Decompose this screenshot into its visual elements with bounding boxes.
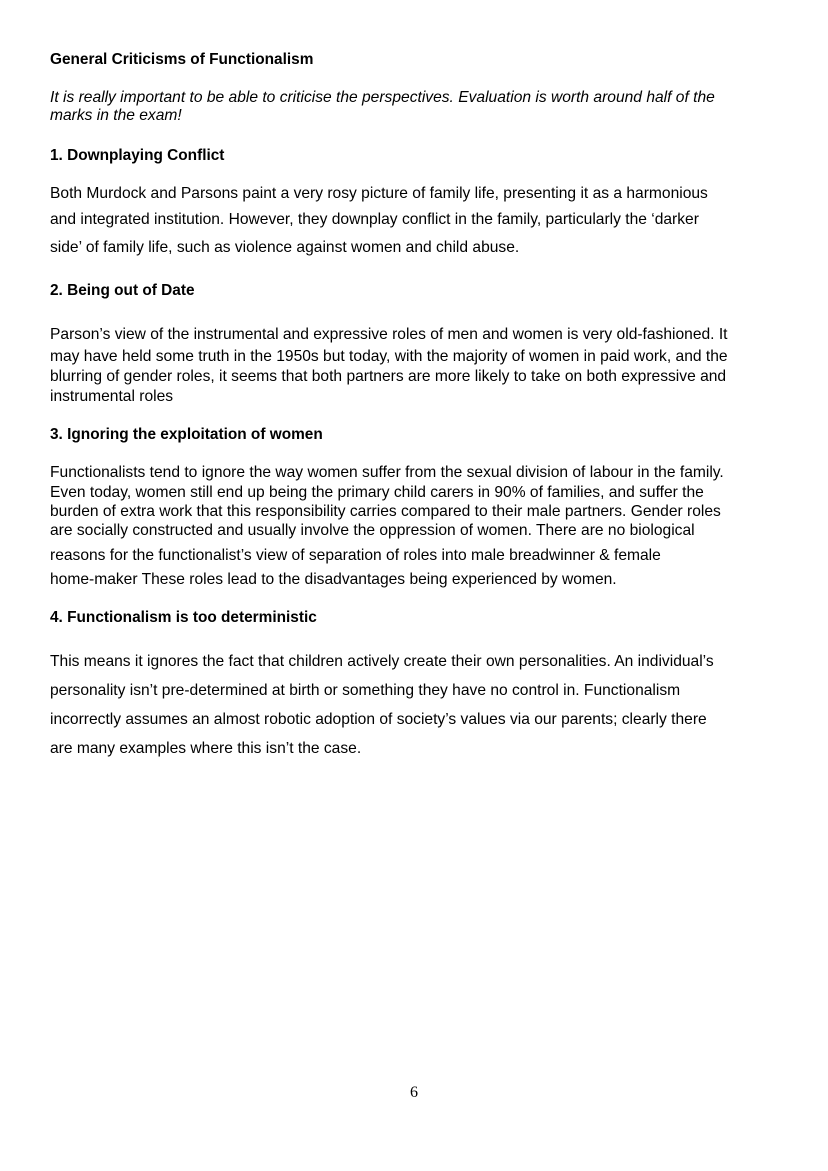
paragraph-line: reasons for the functionalist’s view of separation of roles into male breadwinner & female — [50, 547, 661, 564]
page-number: 6 — [410, 1084, 418, 1101]
paragraph-line: Both Murdock and Parsons paint a very rosy picture of family life, presenting it as a harmonious — [50, 185, 708, 202]
paragraph-line: Parson’s view of the instrumental and expressive roles of men and women is very old-fashioned. It — [50, 326, 728, 343]
paragraph-line: and integrated institution. However, they downplay conflict in the family, particularly the ‘darker — [50, 211, 699, 228]
section-heading: 3. Ignoring the exploitation of women — [50, 426, 323, 443]
paragraph-line: burden of extra work that this responsibility carries compared to their male partners. Gender roles — [50, 503, 721, 520]
paragraph-line: home-maker These roles lead to the disadvantages being experienced by women. — [50, 571, 617, 588]
intro-line: marks in the exam! — [50, 107, 182, 124]
paragraph-line: Even today, women still end up being the primary child carers in 90% of families, and suffer the — [50, 484, 704, 501]
paragraph-line: Functionalists tend to ignore the way women suffer from the sexual division of labour in the family. — [50, 464, 724, 481]
section-heading: 1. Downplaying Conflict — [50, 147, 225, 164]
paragraph-line: This means it ignores the fact that children actively create their own personalities. An individual’s — [50, 653, 714, 670]
paragraph-line: blurring of gender roles, it seems that both partners are more likely to take on both expressive and — [50, 368, 727, 385]
paragraph-line: are socially constructed and usually involve the oppression of women. There are no biological — [50, 522, 695, 539]
section-heading: 4. Functionalism is too deterministic — [50, 609, 317, 626]
paragraph-line: are many examples where this isn’t the case. — [50, 740, 362, 757]
paragraph-line: personality isn’t pre-determined at birth or something they have no control in. Functionalism — [50, 682, 681, 699]
paragraph-line: incorrectly assumes an almost robotic adoption of society’s values via our parents; clearly there — [50, 711, 707, 728]
intro-line: It is really important to be able to criticise the perspectives. Evaluation is worth around half of the — [50, 89, 715, 106]
page-title: General Criticisms of Functionalism — [50, 51, 314, 68]
section-heading: 2. Being out of Date — [50, 282, 195, 299]
paragraph-line: side’ of family life, such as violence against women and child abuse. — [50, 239, 520, 256]
paragraph-line: instrumental roles — [50, 388, 174, 405]
paragraph-line: may have held some truth in the 1950s but today, with the majority of women in paid work, and the — [50, 348, 728, 365]
